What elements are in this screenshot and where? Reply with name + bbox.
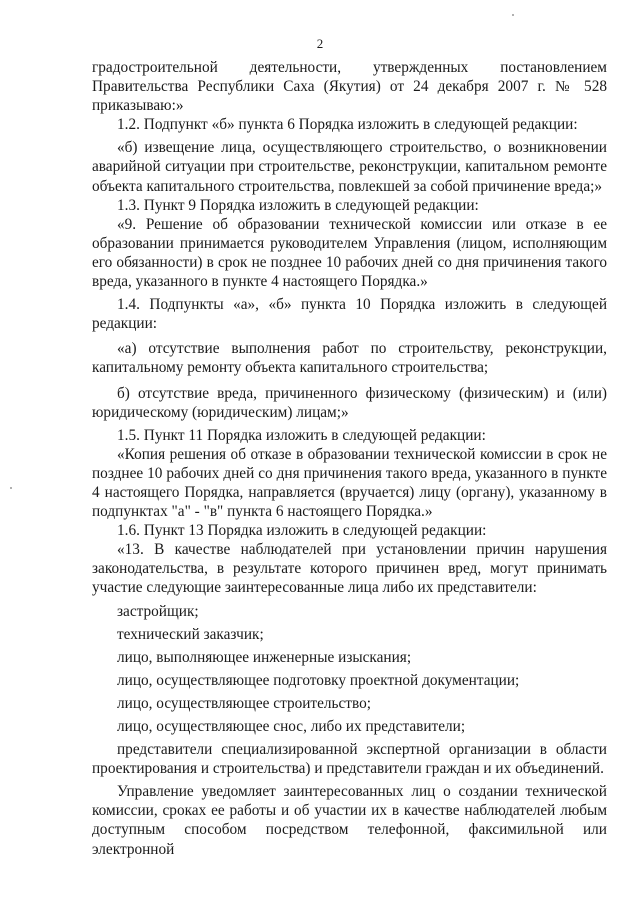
- text-line: приказываю:»: [92, 97, 184, 115]
- text-line: 4 настоящего Порядка, направляется (вручается) лицу (органу), указанному в: [92, 483, 607, 501]
- text-line: 1.4. Подпункты «а», «б» пункта 10 Порядка изложить в следующей: [117, 296, 607, 314]
- text-line: лицо, выполняющее инженерные изыскания;: [117, 648, 412, 666]
- text-line: законодательства, в результате которого причинен вред, могут принимать: [92, 560, 607, 578]
- text-line: застройщик;: [117, 602, 199, 620]
- text-line: редакции:: [92, 315, 158, 333]
- paragraph-notification: [92, 782, 607, 858]
- text-line: представители специализированной экспертной организации в области: [117, 741, 607, 759]
- paragraph-item-1-6-text: [92, 540, 607, 597]
- text-line: «13. В качестве наблюдателей при установлении причин нарушения: [117, 541, 607, 559]
- text-line: «Копия решения об отказе в образовании технической комиссии в срок не: [117, 445, 607, 463]
- list-item: [92, 602, 607, 621]
- text-line: лицо, осуществляющее строительство;: [117, 694, 372, 712]
- list-item: [92, 625, 607, 644]
- text-line: Правительства Республики Саха (Якутия) от 24 декабря 2007 г. № 528: [92, 78, 607, 96]
- paragraph-item-1-2-text: [92, 138, 607, 195]
- text-line: б) отсутствие вреда, причиненного физическому (физическим) и (или): [117, 384, 607, 402]
- paragraph-intro-continuation: [92, 58, 607, 115]
- text-line: участие следующие заинтересованные лица либо их представители:: [92, 579, 537, 597]
- text-line: градостроительной деятельности, утвержденных постановлением: [92, 59, 607, 76]
- text-line: Управление уведомляет заинтересованных лиц о создании технической: [117, 783, 607, 801]
- paragraph-item-1-3-text: [92, 215, 607, 291]
- text-line: 1.3. Пункт 9 Порядка изложить в следующей редакции:: [117, 196, 479, 214]
- paragraph-item-1-4: [92, 295, 607, 333]
- text-line: технический заказчик;: [117, 625, 264, 643]
- text-line: его обязанности) в срок не позднее 10 рабочих дней со дня причинения такого: [92, 253, 607, 271]
- list-item: [92, 671, 607, 690]
- list-item: [92, 648, 607, 667]
- text-line: 1.2. Подпункт «б» пункта 6 Порядка изложить в следующей редакции:: [117, 116, 578, 134]
- text-line: вреда, указанного в пункте 4 настоящего Порядка.»: [92, 273, 428, 291]
- text-line: комиссии, сроках ее работы и об участии их в качестве наблюдателей любым: [92, 802, 607, 820]
- paragraph-item-1-5-text: [92, 445, 607, 521]
- text-line: юридическому (юридическим) лицам;»: [92, 403, 349, 421]
- paragraph-item-1-2: [92, 115, 607, 134]
- text-line: позднее 10 рабочих дней со дня причинения такого вреда, указанного в пункте: [92, 464, 607, 482]
- scan-speck: [10, 487, 12, 489]
- text-line: аварийной ситуации при строительстве, реконструкции, капитальном ремонте: [92, 158, 607, 176]
- text-line: проектирования и строительства) и представители граждан и их объединений.: [92, 760, 604, 778]
- list-item: [92, 694, 607, 713]
- text-line: лицо, осуществляющее подготовку проектной документации;: [117, 671, 520, 689]
- text-line: объекта капитального строительства, повлекшей за собой причинение вреда;»: [92, 177, 603, 195]
- text-line: 1.5. Пункт 11 Порядка изложить в следующей редакции:: [117, 426, 486, 444]
- text-line: подпунктах "а" - "в" пункта 6 настоящего Порядка.»: [92, 503, 433, 521]
- text-line: образовании принимается руководителем Управления (лицом, исполняющим: [92, 234, 607, 252]
- paragraph-item-1-4-a: [92, 339, 607, 377]
- paragraph-item-1-5: [92, 426, 607, 445]
- page-number: 2: [316, 36, 324, 51]
- text-line: «а) отсутствие выполнения работ по строительству, реконструкции,: [117, 340, 607, 358]
- paragraph-item-1-6: [92, 521, 607, 540]
- list-item: [92, 717, 607, 736]
- document-body: [92, 58, 607, 859]
- list-item-representatives: [92, 740, 607, 778]
- scan-speck: [512, 14, 514, 16]
- text-line: 1.6. Пункт 13 Порядка изложить в следующей редакции:: [117, 522, 487, 540]
- paragraph-item-1-4-b: [92, 384, 607, 422]
- text-line: капитальному ремонту объекта капитального строительства;: [92, 359, 489, 377]
- text-line: «9. Решение об образовании технической комиссии или отказе в ее: [117, 215, 607, 233]
- text-line: «б) извещение лица, осуществляющего строительство, о возникновении: [117, 139, 607, 157]
- text-line: доступным способом посредством телефонной, факсимильной или электронной: [92, 821, 607, 858]
- text-line: лицо, осуществляющее снос, либо их представители;: [117, 718, 466, 735]
- paragraph-item-1-3: [92, 196, 607, 215]
